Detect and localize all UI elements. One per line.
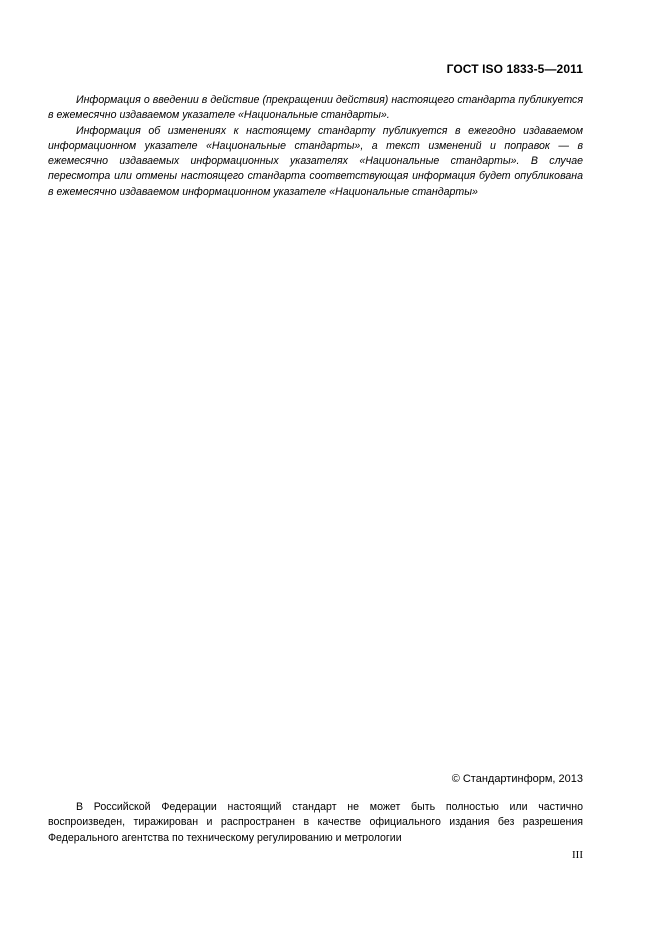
legal-notice-block (48, 800, 583, 846)
publication-info-block (48, 93, 583, 200)
legal-notice-text: В Российской Федерации настоящий стандарт не может быть полностью или частично воспроизведен, тиражирован и распространен в качестве официального издания без разрешения Федерального агентства по техническому регулированию и метрологии (48, 801, 583, 844)
standard-code-header: ГОСТ ISO 1833-5—2011 (446, 62, 583, 76)
info-paragraph-changes: Информация об изменениях к настоящему стандарту публикуется в ежегодно издаваемом информационном указателе «Национальные стандарты», а текст изменений и поправок — в ежемесячно издаваемых информационных указателях «Национальные стандарты». В случае пересмотра или отмены настоящего стандарта соответствующая информация будет опубликована в ежемесячно издаваемом информационном указателе «Национальные стандарты» (48, 124, 583, 198)
page-number: III (572, 849, 583, 861)
copyright-notice: © Стандартинформ, 2013 (451, 773, 583, 785)
info-paragraph-introduction: Информация о введении в действие (прекращении действия) настоящего стандарта публикуется в ежемесячно издаваемом указателе «Национальные стандарты». (48, 94, 583, 122)
